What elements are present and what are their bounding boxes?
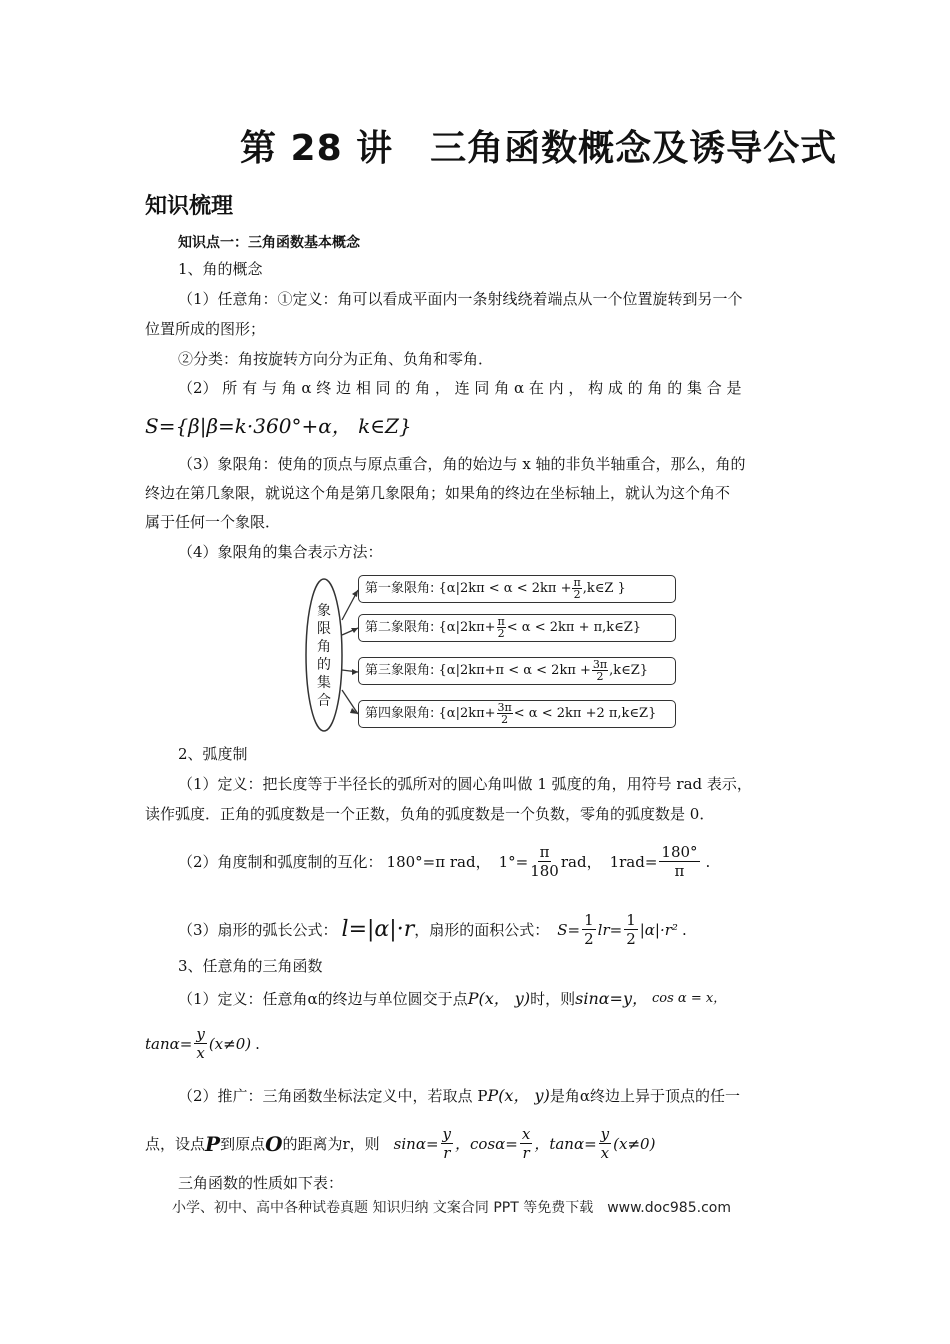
section-heading: 知识梳理 [145,194,234,219]
q2-den: 2 [497,627,505,640]
quadrant-3-box [358,657,676,685]
s2-p3-lead: （3）扇形的弧长公式： [178,921,338,939]
center-char: 的 [317,657,331,673]
q1-den: 2 [573,588,581,601]
q3-num: 3π [592,658,608,671]
s1-p5: （4）象限角的集合表示方法： [178,543,383,561]
center-char: 集 [317,675,331,691]
tan-def-a: tanα= [145,1035,193,1053]
angle-set-formula: S={β|β=k·360°+α， k∈Z} [145,414,412,438]
s2-p2-line [178,840,710,884]
arc-length-formula: l=|α|·r [341,917,415,942]
unit-circle-point: P(x， y) [467,989,531,1008]
q3-fraction [592,659,608,682]
s1-p4c: 属于任何一个象限． [145,513,281,531]
q2-label: 第二象限角: [365,620,435,635]
q3-label: 第三象限角: [365,663,435,678]
s3-p3: 三角函数的性质如下表： [178,1174,344,1192]
center-char: 象 [317,603,331,619]
frac-den: x [600,1144,610,1162]
deg-rad-formula-1: 180°=π rad， [386,853,491,871]
deg-rad-fraction-1 [530,845,559,879]
sector-area-a: S= [557,921,581,939]
page-footer: 小学、初中、高中各种试卷真题 知识归纳 文案合同 PPT 等免费下载 www.doc985.com [172,1200,731,1216]
frac-num: 180° [661,843,698,861]
s3-p2-lead: （2）推广：三角函数坐标法定义中，若取点 P [178,1087,488,1105]
q4-set-a: {α|2kπ+ [438,706,496,721]
frac-den: 2 [584,930,594,948]
gen-cos-fraction [520,1127,532,1161]
s2-p2-lead: （2）角度制和弧度制的互化： [178,853,383,871]
center-char: 角 [317,639,331,655]
q3-set-b: ,k∈Z} [609,663,649,678]
s1-p4a: （3）象限角：使角的顶点与原点重合，角的始边与 x 轴的非负半轴重合，那么，角的 [178,455,746,473]
q1-num: π [573,576,581,589]
frac-den: r [443,1144,451,1162]
s3-p2-line2 [145,1122,655,1166]
q4-set-b: < α < 2kπ +2 π,k∈Z} [513,706,657,721]
sector-area-c: |α|·r² [639,921,678,939]
q2-fraction [497,616,506,639]
point-P: P [205,1132,221,1156]
q1-fraction [572,577,581,600]
gen-sin-fraction [441,1127,453,1161]
frac-num: 1 [626,911,636,929]
general-point: P(x， y) [487,1086,550,1105]
s3-p2-l2b: 到原点 [220,1135,266,1153]
s3-p1-mid: 时，则 [530,990,576,1008]
s2-p1a: （1）定义：把长度等于半径长的弧所对的圆心角叫做 1 弧度的角，用符号 rad 表示， [178,775,752,793]
frac-den: x [196,1044,205,1062]
tan-def-b: (x≠0) [208,1035,252,1053]
quadrant-4-box [358,700,676,728]
frac-den: r [522,1144,530,1162]
frac-num: x [521,1125,531,1143]
page-title: 第 28 讲 三角函数概念及诱导公式 [240,128,838,169]
gen-tan-b: (x≠0) [613,1135,656,1153]
q4-den: 2 [501,713,509,726]
s2-p3-end: . [681,921,687,939]
s3-p1-line [178,985,726,1013]
s3-p2-l2a: 点，设点 [145,1135,206,1153]
s3-p2-rest: 是角α终边上异于顶点的任一 [549,1087,740,1105]
deg-rad-formula-2b: rad， [560,853,602,871]
sector-area-b: lr= [597,921,623,939]
s2-p1b: 读作弧度．正角的弧度数是一个正数，负角的弧度数是一个负数，零角的弧度数是 0． [145,805,715,823]
tan-def-fraction [194,1027,206,1061]
q1-set-a: {α|2kπ < α < 2kπ + [438,581,572,596]
frac-num: π [539,843,550,861]
sin-definition: sinα=y， [575,989,648,1008]
quadrant-2-box [358,614,676,642]
deg-rad-formula-2a: 1°= [498,853,529,871]
knowledge-point-heading: 知识点一：三角函数基本概念 [178,235,360,251]
s2-p2-end: . [705,853,711,871]
s3-p2-line [178,1082,740,1110]
gen-tan-a: ，tanα= [534,1135,597,1153]
s1-p1a: （1）任意角：①定义：角可以看成平面内一条射线绕着端点从一个位置旋转到另一个 [178,290,743,308]
s2-heading: 2、弧度制 [178,745,248,763]
s1-p1b: 位置所成的图形； [145,320,266,338]
s1-heading: 1、角的概念 [178,260,263,278]
quadrant-angle-diagram [300,570,680,740]
s1-p4b: 终边在第几象限，就说这个角是第几象限角；如果角的终边在坐标轴上，就认为这个角不 [145,484,731,502]
s1-p3: （2） 所 有 与 角 α 终 边 相 同 的 角 ， 连 同 角 α 在 内 ， 构 成 的 角 的 集 合 是 [178,379,742,397]
s2-p3-mid: ，扇形的面积公式： [414,921,550,939]
center-char: 合 [317,693,331,709]
frac-den: 2 [626,930,636,948]
center-char: 限 [317,621,331,637]
diagram-center-label [314,602,334,710]
q1-set-b: ,k∈Z } [582,581,626,596]
frac-num: y [196,1025,205,1043]
frac-num: y [442,1125,452,1143]
cos-definition: cos α = x， [652,991,727,1006]
quadrant-1-box [358,575,676,603]
q1-label: 第一象限角: [365,581,435,596]
s3-p1-lead: （1）定义：任意角α的终边与单位圆交于点 [178,990,468,1008]
q4-num: 3π [497,701,512,714]
q4-fraction [497,702,513,725]
tan-definition-line [145,1022,260,1066]
point-O: O [265,1132,283,1156]
sector-area-fraction-1 [582,913,596,947]
frac-den: π [674,862,685,880]
q2-set-b: < α < 2kπ + π,k∈Z} [506,620,642,635]
deg-rad-fraction-2 [659,845,699,879]
q2-set-a: {α|2kπ+ [438,620,496,635]
tan-def-end: . [255,1035,260,1053]
q3-set-a: {α|2kπ+π < α < 2kπ + [438,663,591,678]
s3-heading: 3、任意角的三角函数 [178,957,323,975]
q2-num: π [497,615,505,628]
frac-num: 1 [584,911,594,929]
gen-tan-fraction [599,1127,611,1161]
q4-label: 第四象限角: [365,706,435,721]
q3-den: 2 [596,670,604,683]
s1-p2: ②分类：角按旋转方向分为正角、负角和零角． [178,350,494,368]
sector-area-fraction-2 [624,913,638,947]
frac-den: 180 [530,862,559,880]
gen-sin-a: sinα= [393,1135,439,1153]
frac-num: y [600,1125,610,1143]
gen-cos-a: ，cosα= [455,1135,518,1153]
s2-p3-line [178,905,687,955]
s3-p2-l2c: 的距离为r，则 [282,1135,380,1153]
deg-rad-formula-3a: 1rad= [609,853,658,871]
